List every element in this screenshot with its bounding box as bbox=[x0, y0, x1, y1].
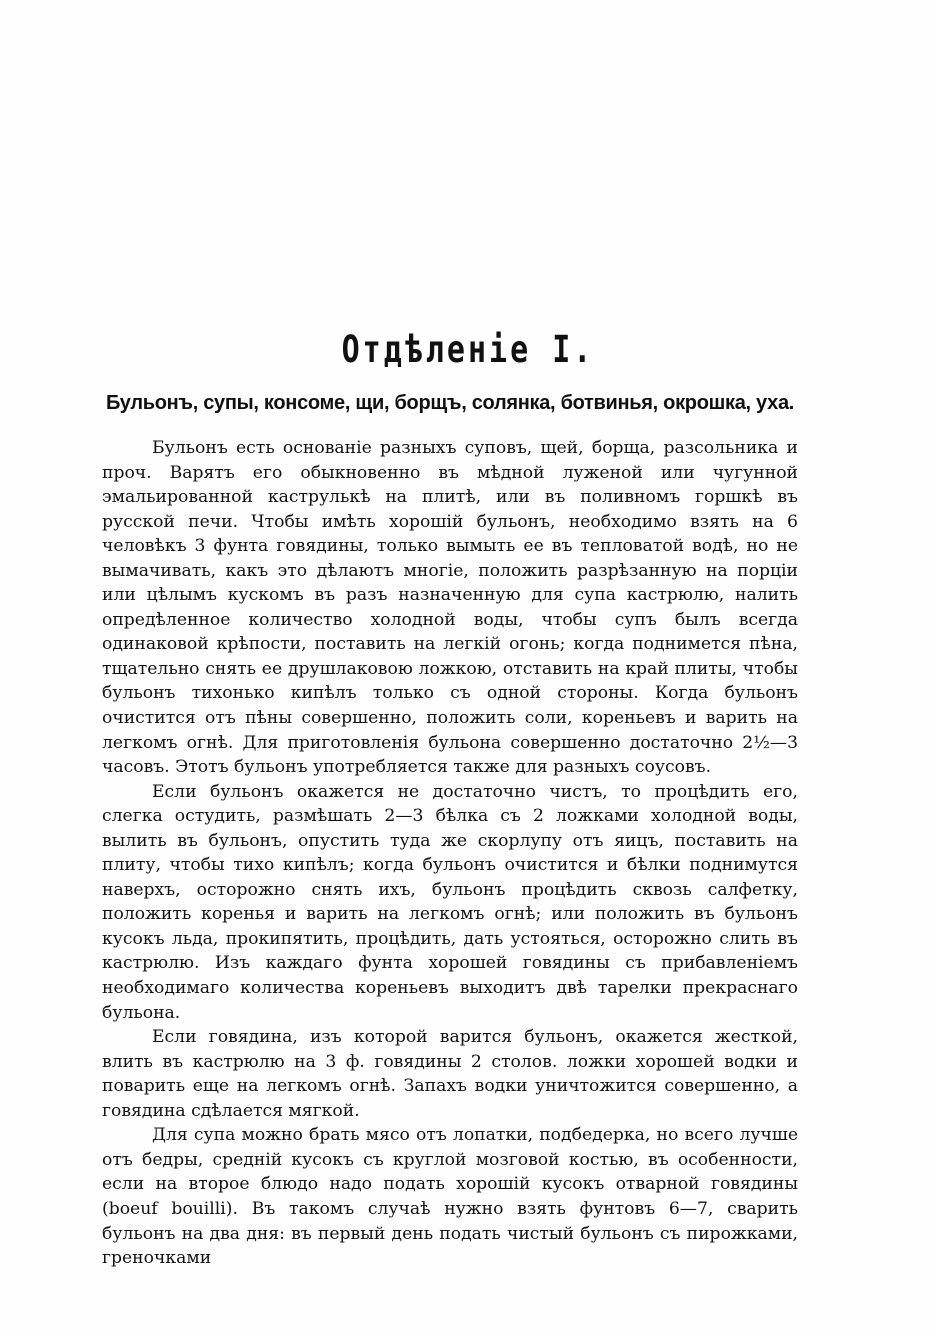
section-title: Отдѣленіе I. bbox=[341, 328, 595, 372]
section-subtitle: Бульонъ, супы, консоме, щи, борщъ, солянка, ботвинья, окрошка, уха. bbox=[105, 392, 795, 414]
paragraph-clarifying: Если бульонъ окажется не достаточно чистъ, то процѣдить его, слегка остудить, размѣшать 2—3 бѣлка съ 2 ложками холодной воды, вылить въ бульонъ, опустить туда же скорлупу отъ яицъ, поставить на плиту, чтобы тихо кипѣлъ; когда бульонъ очистится и бѣлки поднимутся наверхъ, осторожно снять ихъ, бульонъ процѣдить сквозь салфетку, положить коренья и варить на легкомъ огнѣ; или положить въ бульонъ кусокъ льда, прокипятить, процѣдить, дать устояться, осторожно слить въ кастрюлю. Изъ каждаго фунта хорошей говядины съ прибавленіемъ необходимаго количества кореньевъ выходитъ двѣ тарелки прекраснаго бульона. bbox=[102, 781, 798, 1023]
paragraph-tough-beef: Если говядина, изъ которой варится бульонъ, окажется жесткой, влить въ кастрюлю на 3 ф. говядины 2 столов. ложки хорошей водки и поварить еще на легкомъ огнѣ. Запахъ водки уничтожится совершенно, а говядина сдѣлается мягкой. bbox=[102, 1027, 798, 1121]
body-text bbox=[102, 436, 798, 1271]
paragraph-meat-cuts: Для супа можно брать мясо отъ лопатки, подбедерка, но всего лучше отъ бедры, средній кусокъ съ круглой мозговой костью, въ особенности, если на второе блюдо надо подать хорошій кусокъ отварной говядины (boeuf bouilli). Въ такомъ случаѣ нужно взять фунтовъ 6—7, сварить бульонъ на два дня: въ первый день подать чистый бульонъ съ пирожками, греночками bbox=[102, 1125, 798, 1269]
paragraph-broth-basics: Бульонъ есть основаніе разныхъ суповъ, щей, борща, разсольника и проч. Варятъ его обыкновенно въ мѣдной луженой или чугунной эмальированной каструлькѣ на плитѣ, или въ поливномъ горшкѣ въ русской печи. Чтобы имѣть хорошій бульонъ, необходимо взять на 6 человѣкъ 3 фунта говядины, только вымыть ее въ тепловатой водѣ, но не вымачивать, какъ это дѣлаютъ многіе, положить разрѣзанную на порціи или цѣлымъ кускомъ въ разъ назначенную для супа кастрюлю, налить опредѣленное количество холодной воды, чтобы супъ былъ всегда одинаковой крѣпости, поставить на легкій огонь; когда поднимется пѣна, тщательно снять ее друшлаковою ложкою, отставить на край плиты, чтобы бульонъ тихонько кипѣлъ только съ одной стороны. Когда бульонъ очистится отъ пѣны совершенно, положить соли, кореньевъ и варить на легкомъ огнѣ. Для приготовленія бульона совершенно достаточно 2½—3 часовъ. Этотъ бульонъ употребляется также для разныхъ соусовъ. bbox=[102, 438, 798, 778]
